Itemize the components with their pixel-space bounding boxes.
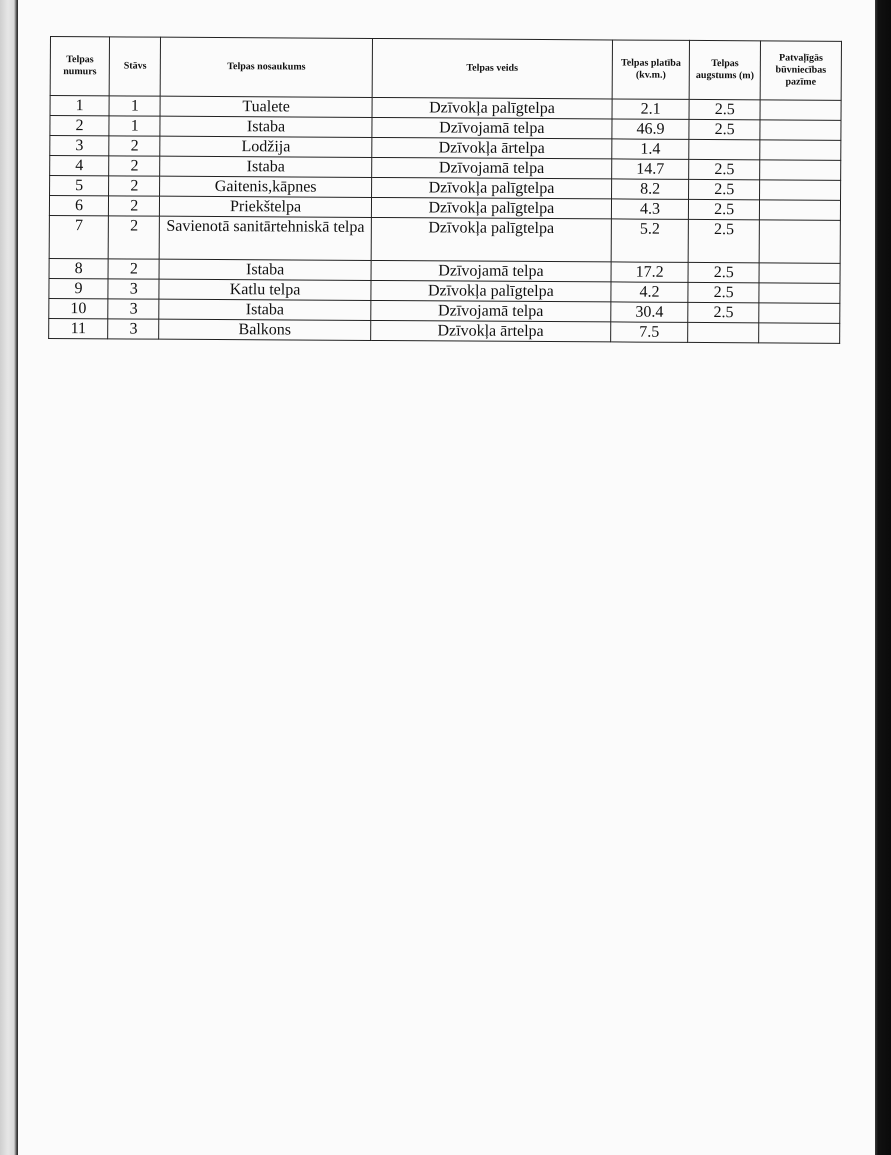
cell-floor: 3 bbox=[108, 299, 159, 319]
cell-height: 2.5 bbox=[689, 159, 760, 179]
cell-number: 10 bbox=[49, 298, 108, 318]
header-unauthorized: Patvaļīgās būvniecības pazīme bbox=[760, 41, 841, 100]
cell-name: Lodžija bbox=[160, 136, 372, 157]
cell-unauthorized bbox=[760, 140, 841, 160]
cell-number: 8 bbox=[49, 258, 108, 278]
scan-left-edge bbox=[0, 0, 18, 1155]
cell-height: 2.5 bbox=[688, 282, 759, 302]
document-page bbox=[18, 0, 875, 1155]
cell-unauthorized bbox=[760, 100, 841, 120]
cell-number: 2 bbox=[50, 116, 109, 136]
cell-type: Dzīvokļa palīgtelpa bbox=[371, 197, 611, 218]
cell-area: 4.3 bbox=[611, 199, 688, 219]
cell-unauthorized bbox=[759, 323, 840, 343]
cell-name: Balkons bbox=[159, 319, 371, 340]
cell-area: 2.1 bbox=[612, 99, 689, 119]
cell-type: Dzīvokļa palīgtelpa bbox=[371, 177, 611, 198]
cell-number: 11 bbox=[49, 318, 108, 338]
header-number: Telpas numurs bbox=[50, 37, 110, 96]
cell-unauthorized bbox=[759, 200, 840, 220]
cell-name: Istaba bbox=[160, 156, 372, 177]
cell-floor: 2 bbox=[108, 259, 159, 279]
cell-area: 30.4 bbox=[611, 302, 688, 322]
cell-height: 2.5 bbox=[689, 99, 760, 119]
cell-area: 17.2 bbox=[611, 262, 688, 282]
cell-type: Dzīvojamā telpa bbox=[371, 300, 611, 321]
cell-name: Istaba bbox=[159, 259, 371, 280]
cell-number: 9 bbox=[49, 278, 108, 298]
cell-floor: 2 bbox=[109, 136, 160, 156]
cell-floor: 2 bbox=[109, 156, 160, 176]
cell-type: Dzīvokļa palīgtelpa bbox=[372, 97, 612, 118]
rooms-table bbox=[48, 36, 842, 344]
cell-area: 1.4 bbox=[612, 139, 689, 159]
scan-right-edge bbox=[875, 0, 891, 1155]
cell-height: 2.5 bbox=[689, 119, 760, 139]
cell-unauthorized bbox=[760, 180, 841, 200]
cell-name: Savienotā sanitārtehniskā telpa bbox=[159, 216, 371, 260]
table-row bbox=[49, 215, 840, 263]
cell-area: 46.9 bbox=[612, 119, 689, 139]
cell-name: Istaba bbox=[160, 116, 372, 137]
cell-height: 2.5 bbox=[689, 179, 760, 199]
cell-number: 6 bbox=[49, 196, 108, 216]
header-height: Telpas augstums (m) bbox=[689, 40, 760, 99]
cell-number: 1 bbox=[50, 96, 109, 116]
cell-name: Priekštelpa bbox=[160, 196, 372, 217]
cell-area: 4.2 bbox=[611, 282, 688, 302]
cell-floor: 1 bbox=[109, 96, 160, 116]
cell-area: 8.2 bbox=[611, 179, 688, 199]
cell-height bbox=[689, 139, 760, 159]
cell-floor: 3 bbox=[108, 279, 159, 299]
cell-floor: 1 bbox=[109, 116, 160, 136]
cell-unauthorized bbox=[759, 283, 840, 303]
cell-height: 2.5 bbox=[689, 199, 760, 219]
header-floor: Stāvs bbox=[109, 37, 160, 96]
cell-name: Istaba bbox=[159, 299, 371, 320]
cell-name: Katlu telpa bbox=[159, 279, 371, 300]
cell-area: 5.2 bbox=[611, 219, 689, 262]
cell-type: Dzīvokļa ārtelpa bbox=[372, 137, 612, 158]
cell-unauthorized bbox=[759, 220, 840, 263]
cell-type: Dzīvokļa palīgtelpa bbox=[371, 280, 611, 301]
table-header-row bbox=[50, 37, 841, 101]
cell-number: 3 bbox=[50, 136, 109, 156]
cell-floor: 3 bbox=[108, 319, 159, 339]
cell-height: 2.5 bbox=[688, 262, 759, 282]
cell-floor: 2 bbox=[108, 216, 159, 259]
cell-height: 2.5 bbox=[688, 219, 759, 262]
cell-floor: 2 bbox=[109, 176, 160, 196]
cell-name: Tualete bbox=[160, 96, 372, 117]
header-area: Telpas platība (kv.m.) bbox=[612, 40, 690, 99]
cell-height bbox=[688, 322, 759, 342]
header-name: Telpas nosaukums bbox=[160, 37, 372, 97]
cell-name: Gaitenis,kāpnes bbox=[160, 176, 372, 197]
header-type: Telpas veids bbox=[372, 38, 612, 98]
cell-type: Dzīvojamā telpa bbox=[371, 260, 611, 281]
cell-unauthorized bbox=[760, 120, 841, 140]
cell-area: 14.7 bbox=[612, 159, 689, 179]
cell-unauthorized bbox=[759, 303, 840, 323]
cell-unauthorized bbox=[759, 263, 840, 283]
cell-floor: 2 bbox=[109, 196, 160, 216]
cell-height: 2.5 bbox=[688, 302, 759, 322]
cell-type: Dzīvokļa ārtelpa bbox=[371, 320, 611, 341]
table-row bbox=[49, 318, 840, 343]
cell-area: 7.5 bbox=[611, 322, 688, 342]
cell-type: Dzīvojamā telpa bbox=[372, 157, 612, 178]
cell-number: 4 bbox=[50, 156, 109, 176]
cell-number: 7 bbox=[49, 215, 109, 258]
cell-unauthorized bbox=[760, 160, 841, 180]
cell-type: Dzīvokļa palīgtelpa bbox=[371, 217, 611, 261]
cell-number: 5 bbox=[50, 176, 109, 196]
cell-type: Dzīvojamā telpa bbox=[372, 117, 612, 138]
